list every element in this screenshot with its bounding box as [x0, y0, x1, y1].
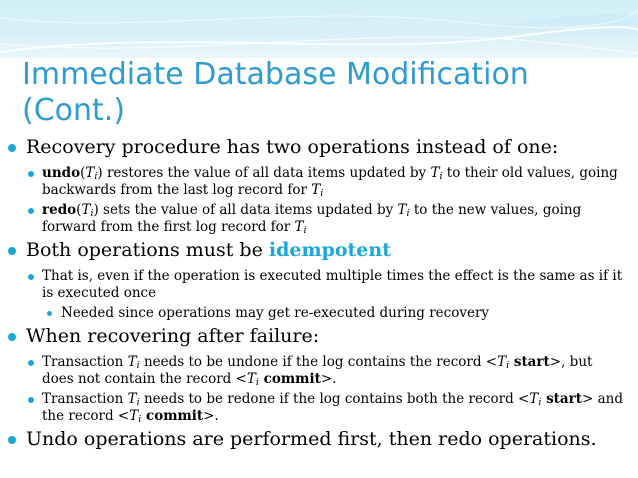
transaction-subscript: i — [538, 397, 542, 408]
commit-keyword: commit — [141, 408, 204, 424]
bullet-re-executed — [44, 305, 628, 322]
transaction-var: T — [127, 391, 137, 407]
redo-keyword: redo — [42, 202, 77, 218]
bullet-text-part: ) sets the value of all data items updated by — [93, 202, 398, 218]
bullet-text: Needed since operations may get re-executed during recovery — [61, 305, 490, 321]
bullet-undo-first — [8, 428, 628, 451]
bullet-text-part: >. — [320, 371, 337, 387]
bullet-text-part: to their old values, going backwards from the last log record for — [42, 165, 618, 198]
bullet-redone-condition — [26, 391, 628, 425]
start-keyword: start — [541, 391, 583, 407]
bullet-text-part: needs to be undone if the log contains the record < — [139, 354, 498, 370]
bullet-text-part: ) restores the value of all data items updated by — [97, 165, 431, 181]
bullet-dot-icon — [28, 171, 34, 177]
bullet-text-part: to the new values, going forward from the first log record for — [42, 202, 582, 235]
transaction-var: T — [85, 165, 95, 181]
transaction-subscript: i — [255, 377, 259, 388]
bullet-dot-icon — [47, 311, 52, 316]
bullet-recovery-procedure — [8, 136, 628, 159]
transaction-subscript: i — [320, 188, 324, 199]
bullet-idempotent-explanation — [26, 268, 628, 302]
page-title: Immediate Database Modification (Cont.) — [22, 57, 529, 128]
transaction-var: T — [246, 371, 256, 387]
transaction-var: T — [127, 354, 137, 370]
bullet-text-part: >, but does not contain the record < — [42, 354, 593, 387]
transaction-var: T — [81, 202, 91, 218]
bullet-text-part: ( — [76, 202, 82, 218]
bullet-recovering — [8, 325, 628, 348]
idempotent-highlight: idempotent — [268, 239, 391, 261]
transaction-subscript: i — [303, 225, 307, 236]
bullet-text: That is, even if the operation is executed multiple times the effect is the same as if it is executed once — [42, 268, 623, 301]
bullet-dot-icon — [28, 274, 34, 280]
bullet-text: When recovering after failure: — [26, 325, 320, 347]
bullet-text-part: ( — [80, 165, 86, 181]
transaction-subscript: i — [94, 171, 98, 182]
transaction-subscript: i — [90, 208, 94, 219]
bullet-dot-icon — [8, 436, 16, 444]
transaction-subscript: i — [136, 360, 140, 371]
transaction-var: T — [430, 165, 440, 181]
bullet-undone-condition — [26, 354, 628, 388]
header-banner — [0, 0, 638, 58]
start-keyword: start — [509, 354, 550, 370]
bullet-dot-icon — [8, 333, 16, 341]
transaction-subscript: i — [439, 171, 443, 182]
transaction-var: T — [497, 354, 507, 370]
transaction-subscript: i — [506, 360, 510, 371]
bullet-dot-icon — [8, 247, 16, 255]
transaction-var: T — [294, 219, 304, 235]
bullet-text: Recovery procedure has two operations instead of one: — [26, 136, 559, 158]
transaction-subscript: i — [406, 208, 410, 219]
bullet-text: Undo operations are performed first, then redo operations. — [26, 428, 597, 450]
bullet-undo — [26, 165, 628, 199]
bullet-idempotent — [8, 239, 628, 262]
bullet-text-part: >. — [203, 408, 219, 424]
bullet-dot-icon — [28, 360, 34, 366]
bullet-text: Both operations must be — [26, 239, 269, 261]
commit-keyword: commit — [258, 371, 321, 387]
transaction-subscript: i — [138, 414, 142, 425]
transaction-var: T — [311, 182, 321, 198]
bullet-text-part: > and the record < — [42, 391, 624, 424]
bullet-text-part: Transaction — [42, 354, 128, 370]
undo-keyword: undo — [42, 165, 81, 181]
bullet-dot-icon — [28, 208, 34, 214]
bullet-redo — [26, 202, 628, 236]
bullet-text-part: Transaction — [42, 391, 128, 407]
bullet-text-part: needs to be redone if the log contains both the record < — [139, 391, 530, 407]
bullet-list — [8, 136, 628, 457]
bullet-dot-icon — [28, 397, 34, 403]
transaction-var: T — [529, 391, 539, 407]
bullet-dot-icon — [8, 144, 16, 152]
transaction-var: T — [129, 408, 139, 424]
transaction-subscript: i — [136, 397, 140, 408]
transaction-var: T — [397, 202, 407, 218]
